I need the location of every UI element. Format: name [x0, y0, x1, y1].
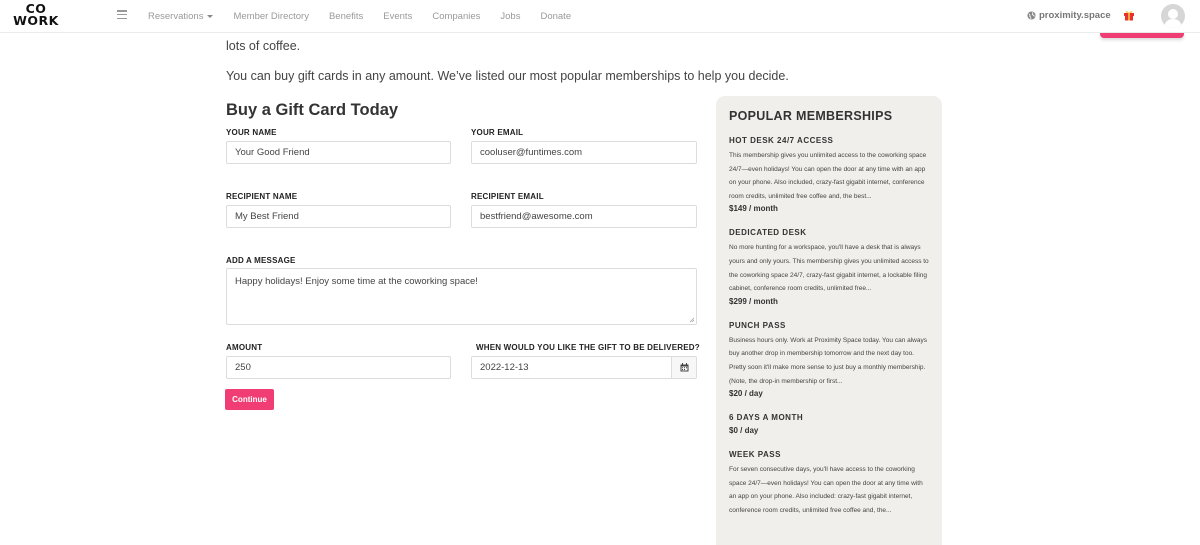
- nav-reservations[interactable]: [148, 11, 213, 22]
- popular-memberships-panel: [716, 96, 942, 545]
- your-name-label: YOUR NAME: [226, 128, 277, 137]
- membership-item[interactable]: [729, 413, 929, 435]
- nav-events[interactable]: Events: [383, 11, 413, 22]
- membership-name: DEDICATED DESK: [729, 228, 807, 238]
- hamburger-icon[interactable]: [117, 10, 127, 19]
- membership-name: HOT DESK 24/7 ACCESS: [729, 136, 834, 145]
- intro-text-line: lots of coffee.: [226, 39, 301, 53]
- message-label: ADD A MESSAGE: [226, 256, 296, 265]
- membership-name: PUNCH PASS: [729, 320, 786, 330]
- calendar-button[interactable]: [671, 356, 697, 379]
- nav-label: Reservations: [148, 11, 204, 22]
- caret-down-icon: [207, 15, 213, 18]
- recipient-name-label: RECIPIENT NAME: [226, 192, 298, 201]
- membership-item[interactable]: [729, 228, 929, 305]
- site-switcher[interactable]: [1027, 10, 1111, 21]
- continue-button[interactable]: Continue: [225, 389, 274, 410]
- main-nav: [148, 0, 591, 33]
- membership-description: For seven consecutive days, you'll have access to the coworking space 24/7—even holidays! You can open the door at any time with an app on your phone. Also included: crazy-fast gigabit internet, conference room credits, unlimited free coffee and, the...: [729, 466, 923, 514]
- membership-item[interactable]: [729, 321, 929, 398]
- membership-item[interactable]: [729, 136, 929, 213]
- membership-name: 6 DAYS A MONTH: [729, 413, 804, 423]
- logo-line-1: CO: [25, 1, 47, 16]
- membership-price: $0 / day: [729, 426, 759, 436]
- user-avatar[interactable]: [1161, 4, 1185, 28]
- nav-companies[interactable]: Companies: [432, 11, 481, 22]
- top-navigation-bar: [0, 0, 1200, 33]
- membership-description: No more hunting for a workspace, you'll have a desk that is always yours and only yours. This membership gives you unlimited access to the coworking space 24/7, crazy-fast gigabit internet, a lockable filing cabinet, conference room credits, unlimited free...: [729, 244, 929, 293]
- avatar-silhouette-icon: [1161, 4, 1185, 28]
- membership-price: $149 / month: [729, 204, 778, 214]
- form-title: Buy a Gift Card Today: [226, 101, 399, 119]
- amount-input[interactable]: 250: [226, 356, 451, 379]
- membership-price: $299 / month: [729, 296, 778, 306]
- message-text: Happy holidays! Enjoy some time at the coworking space!: [235, 276, 478, 287]
- message-textarea[interactable]: [226, 268, 697, 325]
- nav-benefits[interactable]: Benefits: [328, 11, 364, 22]
- nav-member-directory[interactable]: Member Directory: [233, 11, 309, 22]
- your-email-input[interactable]: cooluser@funtimes.com: [471, 141, 697, 164]
- logo-line-2: WORK: [13, 13, 59, 28]
- membership-item[interactable]: [729, 450, 929, 517]
- nav-donate[interactable]: Donate: [540, 11, 572, 22]
- delivery-date-input[interactable]: 2022-12-13: [471, 356, 672, 379]
- membership-name: WEEK PASS: [729, 450, 781, 460]
- nav-jobs[interactable]: Jobs: [500, 11, 521, 22]
- your-name-input[interactable]: Your Good Friend: [226, 141, 451, 164]
- intro-text-paragraph: You can buy gift cards in any amount. We’ve listed our most popular memberships to help you decide.: [226, 69, 789, 83]
- membership-description: This membership gives you unlimited access to the coworking space 24/7—even holidays! You can open the door at any time with an app on your phone. Also included, crazy-fast gigabit internet, conference room credits, unlimited free coffee and, the best...: [729, 152, 927, 200]
- site-name: proximity.space: [1039, 10, 1111, 21]
- dropdown-tab[interactable]: [1100, 33, 1184, 38]
- calendar-icon: [680, 363, 689, 372]
- cowork-logo[interactable]: [8, 3, 64, 27]
- amount-label: AMOUNT: [226, 343, 263, 352]
- recipient-email-label: RECIPIENT EMAIL: [471, 192, 544, 201]
- panel-title: POPULAR MEMBERSHIPS: [729, 109, 893, 123]
- gift-icon[interactable]: [1123, 9, 1135, 21]
- membership-price: $20 / day: [729, 389, 763, 399]
- globe-icon: [1027, 11, 1036, 20]
- resize-grip-icon[interactable]: [689, 317, 695, 323]
- membership-description: Business hours only. Work at Proximity Space today. You can always buy another drop in membership tomorrow and the next day too. Pretty soon it'll make more sense to just buy a monthly membership. (Note, the drop-in membership or first...: [729, 336, 927, 385]
- recipient-name-input[interactable]: My Best Friend: [226, 205, 451, 228]
- delivery-date-label: WHEN WOULD YOU LIKE THE GIFT TO BE DELIVERED?: [476, 343, 700, 352]
- recipient-email-input[interactable]: bestfriend@awesome.com: [471, 205, 697, 228]
- your-email-label: YOUR EMAIL: [471, 128, 524, 137]
